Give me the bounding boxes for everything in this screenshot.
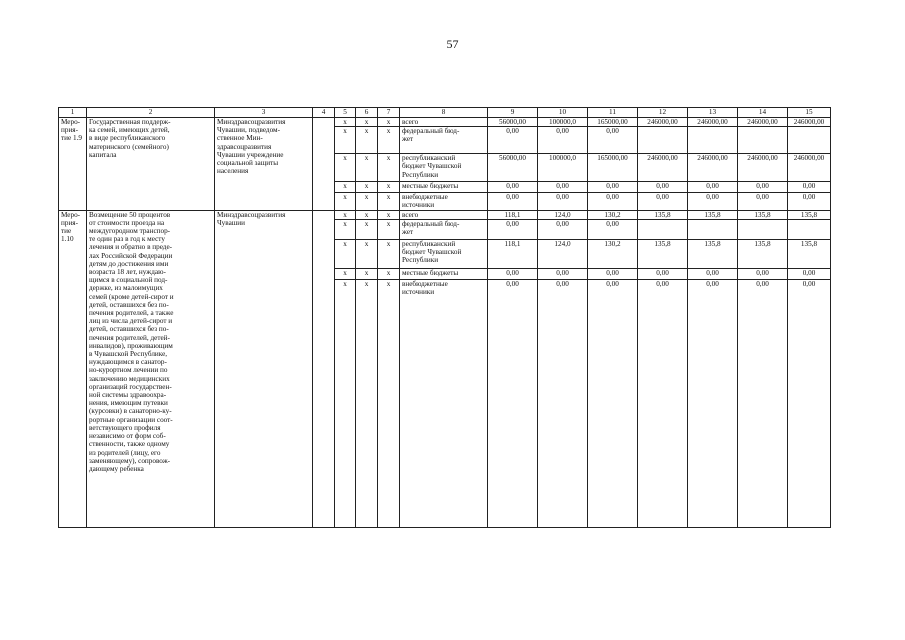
funding-source: внебюджетные источники <box>400 279 488 527</box>
amount-cell: 130,2 <box>588 239 638 268</box>
funding-source: местные бюджеты <box>400 182 488 193</box>
column-number: 2 <box>87 108 215 118</box>
amount-cell: 135,8 <box>688 210 738 219</box>
amount-cell: 246000,00 <box>738 118 788 127</box>
code-marker: х <box>356 219 378 239</box>
code-marker: х <box>335 279 356 527</box>
amount-cell: 135,8 <box>788 210 831 219</box>
amount-cell: 118,1 <box>488 239 538 268</box>
amount-cell: 0,00 <box>638 193 688 210</box>
amount-cell: 0,00 <box>638 182 688 193</box>
amount-cell: 100000,0 <box>538 154 588 182</box>
table-row <box>59 210 831 219</box>
amount-cell: 0,00 <box>488 268 538 279</box>
amount-cell: 0,00 <box>688 279 738 527</box>
amount-cell: 0,00 <box>688 182 738 193</box>
code-marker: х <box>356 154 378 182</box>
code-marker: х <box>378 182 400 193</box>
funding-source: федеральный бюд- жет <box>400 127 488 154</box>
amount-cell: 0,00 <box>488 182 538 193</box>
amount-cell: 0,00 <box>538 268 588 279</box>
amount-cell: 246000,00 <box>738 154 788 182</box>
amount-cell: 118,1 <box>488 210 538 219</box>
amount-cell: 0,00 <box>538 182 588 193</box>
column-number: 5 <box>335 108 356 118</box>
amount-cell: 0,00 <box>588 182 638 193</box>
amount-cell: 135,8 <box>738 239 788 268</box>
column-number: 12 <box>638 108 688 118</box>
code-marker: х <box>378 127 400 154</box>
event-executor: Минздравсоцразвития Чувашии <box>215 210 313 527</box>
funding-source: местные бюджеты <box>400 268 488 279</box>
amount-cell: 246000,00 <box>688 118 738 127</box>
amount-cell: 0,00 <box>688 268 738 279</box>
amount-cell <box>788 127 831 154</box>
amount-cell: 0,00 <box>788 268 831 279</box>
column-number: 7 <box>378 108 400 118</box>
code-marker: х <box>356 210 378 219</box>
code-marker: х <box>378 279 400 527</box>
event-col4 <box>313 118 335 211</box>
column-number: 14 <box>738 108 788 118</box>
amount-cell <box>688 127 738 154</box>
event-col4 <box>313 210 335 527</box>
amount-cell: 0,00 <box>738 279 788 527</box>
amount-cell: 56000,00 <box>488 154 538 182</box>
amount-cell <box>638 127 688 154</box>
amount-cell: 246000,00 <box>688 154 738 182</box>
code-marker: х <box>356 193 378 210</box>
amount-cell: 0,00 <box>788 279 831 527</box>
funding-source: всего <box>400 118 488 127</box>
amount-cell: 0,00 <box>588 127 638 154</box>
amount-cell: 246000,00 <box>788 118 831 127</box>
amount-cell: 135,8 <box>638 239 688 268</box>
amount-cell: 0,00 <box>488 193 538 210</box>
funding-source: республиканский бюджет Чувашской Республики <box>400 154 488 182</box>
code-marker: х <box>356 118 378 127</box>
amount-cell: 0,00 <box>788 182 831 193</box>
code-marker: х <box>356 268 378 279</box>
amount-cell: 124,0 <box>538 210 588 219</box>
event-description: Возмещение 50 процентов от стоимости проезда на междугородном транспор- те один раз в год к месту лечения и обратно в преде- лах Российской Федерации детям до достижения ими возраста 18 лет, нуждаю- щимся в социальной под- держке, из малоимущих семей (кроме детей-сирот и детей, оставшихся без по- печения родителей, а также лиц из числа детей-сирот и детей, оставшихся без по- печения родителей, детей- инвалидов), проживающим в Чувашской Республике, нуждающимся в санатор- но-курортном лечении по заключению медицинских организаций государствен- ной системы здравоохра- нения, имеющим путевки (курсовки) в санаторно-ку- рортные организации соот- ветствующего профиля независимо от форм соб- ственности, также одному из родителей (лицу, его заменяющему), сопровож- дающему ребенка <box>87 210 215 527</box>
funding-source: федеральный бюд- жет <box>400 219 488 239</box>
column-number: 11 <box>588 108 638 118</box>
amount-cell: 135,8 <box>738 210 788 219</box>
code-marker: х <box>335 268 356 279</box>
amount-cell: 0,00 <box>738 268 788 279</box>
event-code: Меро- прия- тие 1.9 <box>59 118 87 211</box>
amount-cell: 165000,00 <box>588 154 638 182</box>
amount-cell: 0,00 <box>538 127 588 154</box>
amount-cell: 0,00 <box>538 219 588 239</box>
code-marker: х <box>335 219 356 239</box>
event-description: Государственная поддерж- ка семей, имеющих детей, в виде республиканского материнского (семейного) капитала <box>87 118 215 211</box>
amount-cell <box>738 127 788 154</box>
amount-cell: 0,00 <box>588 279 638 527</box>
column-number: 3 <box>215 108 313 118</box>
budget-table <box>58 107 831 528</box>
column-number-row <box>59 108 831 118</box>
code-marker: х <box>335 118 356 127</box>
code-marker: х <box>335 239 356 268</box>
code-marker: х <box>378 210 400 219</box>
amount-cell: 0,00 <box>638 279 688 527</box>
amount-cell: 0,00 <box>538 279 588 527</box>
code-marker: х <box>378 118 400 127</box>
column-number: 13 <box>688 108 738 118</box>
column-number: 4 <box>313 108 335 118</box>
amount-cell: 246000,00 <box>788 154 831 182</box>
code-marker: х <box>356 239 378 268</box>
funding-source: республиканский бюджет Чувашской Республики <box>400 239 488 268</box>
amount-cell <box>688 219 738 239</box>
event-code: Меро- прия- тие 1.10 <box>59 210 87 527</box>
column-number: 8 <box>400 108 488 118</box>
amount-cell: 0,00 <box>488 219 538 239</box>
code-marker: х <box>378 268 400 279</box>
code-marker: х <box>378 193 400 210</box>
amount-cell: 0,00 <box>538 193 588 210</box>
amount-cell: 100000,0 <box>538 118 588 127</box>
amount-cell: 135,8 <box>788 239 831 268</box>
funding-source: внебюджетные источники <box>400 193 488 210</box>
amount-cell: 135,8 <box>638 210 688 219</box>
amount-cell: 0,00 <box>488 127 538 154</box>
amount-cell: 0,00 <box>588 219 638 239</box>
event-executor: Минздравсоцразвития Чувашии, подведом- ственное Мин- здравсоцразвития Чувашии учреждение социальной защиты населения <box>215 118 313 211</box>
column-number: 1 <box>59 108 87 118</box>
column-number: 6 <box>356 108 378 118</box>
code-marker: х <box>335 210 356 219</box>
code-marker: х <box>378 154 400 182</box>
code-marker: х <box>335 127 356 154</box>
code-marker: х <box>356 279 378 527</box>
amount-cell <box>738 219 788 239</box>
code-marker: х <box>335 154 356 182</box>
funding-source: всего <box>400 210 488 219</box>
page-number: 57 <box>446 37 459 51</box>
code-marker: х <box>378 239 400 268</box>
amount-cell: 0,00 <box>688 193 738 210</box>
column-number: 15 <box>788 108 831 118</box>
code-marker: х <box>335 182 356 193</box>
amount-cell <box>638 219 688 239</box>
amount-cell: 0,00 <box>738 193 788 210</box>
amount-cell: 0,00 <box>488 279 538 527</box>
amount-cell <box>788 219 831 239</box>
amount-cell: 130,2 <box>588 210 638 219</box>
code-marker: х <box>335 193 356 210</box>
amount-cell: 0,00 <box>638 268 688 279</box>
amount-cell: 0,00 <box>588 268 638 279</box>
code-marker: х <box>356 182 378 193</box>
amount-cell: 0,00 <box>738 182 788 193</box>
amount-cell: 0,00 <box>788 193 831 210</box>
amount-cell: 0,00 <box>588 193 638 210</box>
amount-cell: 165000,00 <box>588 118 638 127</box>
code-marker: х <box>356 127 378 154</box>
amount-cell: 56000,00 <box>488 118 538 127</box>
column-number: 9 <box>488 108 538 118</box>
amount-cell: 246000,00 <box>638 118 688 127</box>
amount-cell: 124,0 <box>538 239 588 268</box>
table-row <box>59 118 831 127</box>
code-marker: х <box>378 219 400 239</box>
amount-cell: 135,8 <box>688 239 738 268</box>
amount-cell: 246000,00 <box>638 154 688 182</box>
column-number: 10 <box>538 108 588 118</box>
